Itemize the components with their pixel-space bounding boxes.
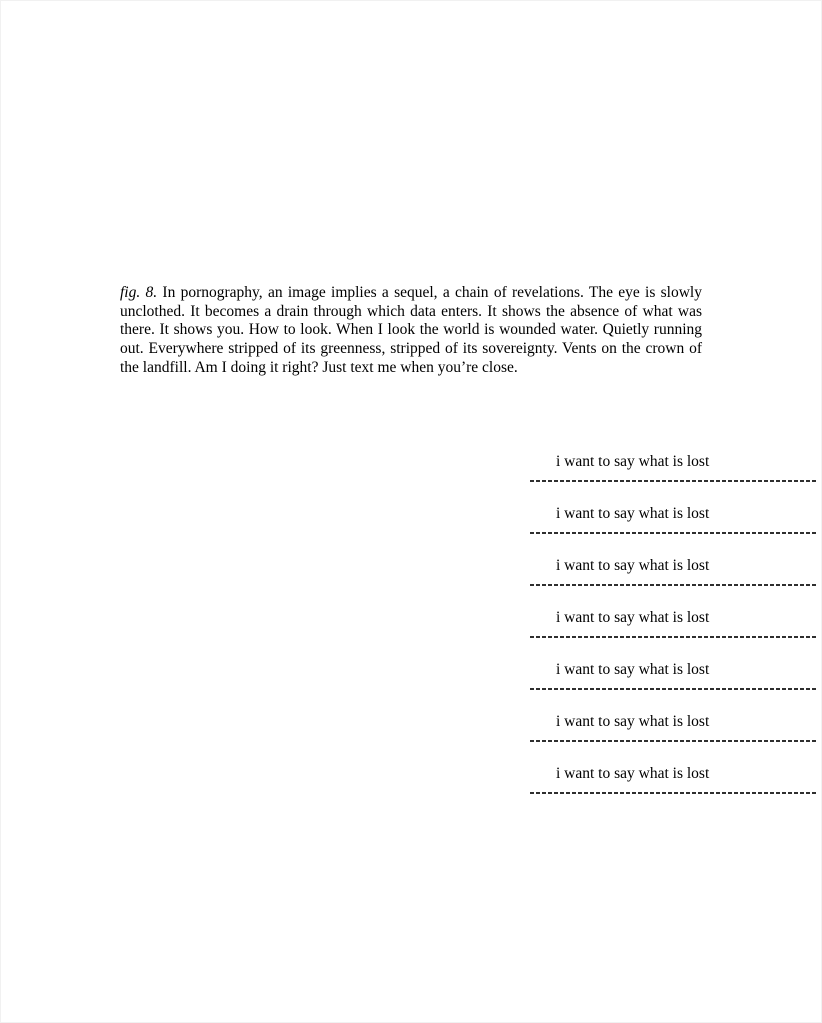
refrain-item: [530, 586, 817, 638]
refrain-line: i want to say what is lost: [556, 713, 710, 730]
dashed-rule: [530, 740, 817, 742]
refrain-item: [530, 482, 817, 534]
refrain-item: [530, 430, 817, 482]
refrain-list: [530, 430, 817, 794]
figure-caption-text: In pornography, an image implies a sequel, a chain of revelations. The eye is slowly unclothed. It becomes a drain through which data enters. It shows the absence of what was there. It shows you. How to look. When I look the world is wounded water. Quietly running out. Everywhere stripped of its greenness, stripped of its sovereignty. Vents on the crown of the landfill. Am I doing it right? Just text me when you’re close.: [120, 284, 702, 376]
refrain-line: i want to say what is lost: [556, 661, 710, 678]
refrain-item: [530, 638, 817, 690]
refrain-line: i want to say what is lost: [556, 505, 710, 522]
refrain-line: i want to say what is lost: [556, 453, 710, 470]
refrain-line: i want to say what is lost: [556, 557, 710, 574]
dashed-rule: [530, 584, 817, 586]
refrain-item: [530, 690, 817, 742]
refrain-item: [530, 534, 817, 586]
dashed-rule: [530, 480, 817, 482]
refrain-item: [530, 742, 817, 794]
refrain-line: i want to say what is lost: [556, 765, 710, 782]
dashed-rule: [530, 792, 817, 794]
figure-label: fig. 8.: [120, 284, 158, 301]
dashed-rule: [530, 532, 817, 534]
dashed-rule: [530, 688, 817, 690]
refrain-line: i want to say what is lost: [556, 609, 710, 626]
dashed-rule: [530, 636, 817, 638]
figure-caption: [120, 284, 702, 378]
